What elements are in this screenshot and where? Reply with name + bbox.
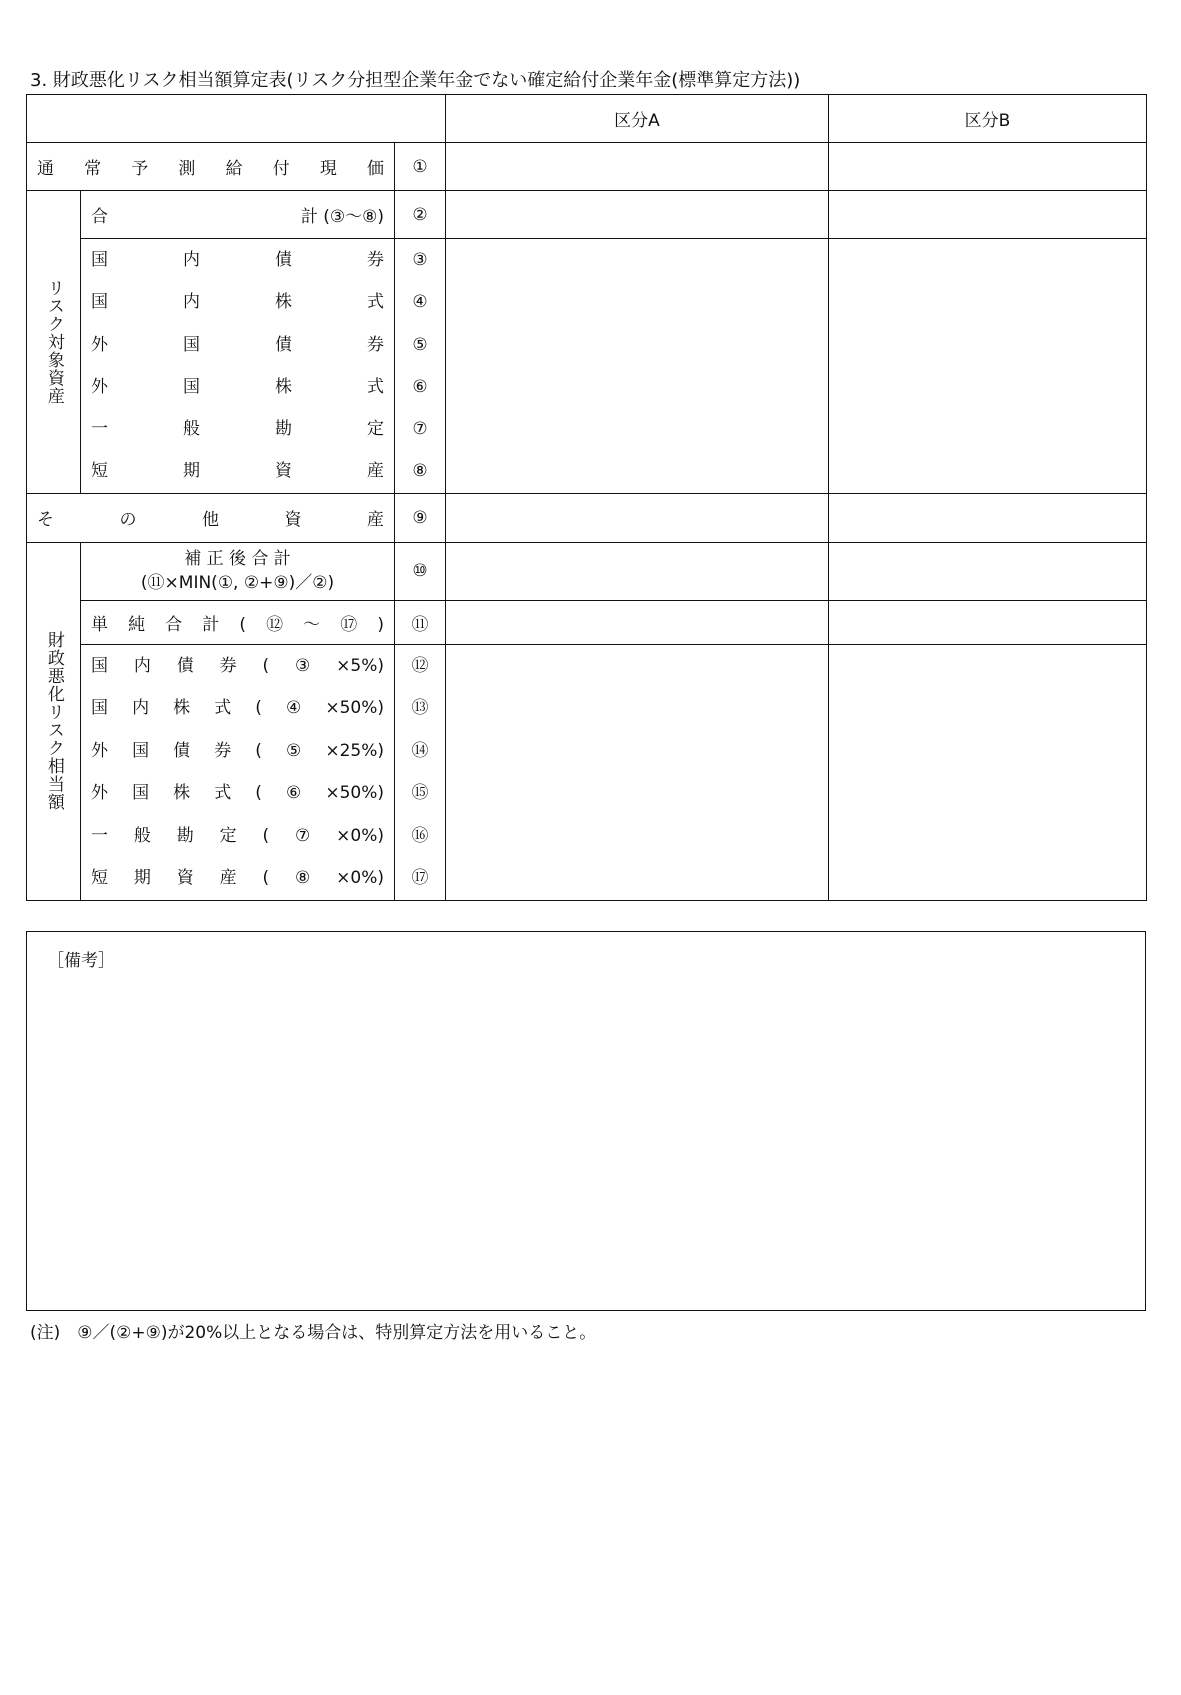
row-label: 外国債券 <box>91 334 384 355</box>
table-row <box>27 493 1147 542</box>
row-number: ⑤ <box>412 334 428 355</box>
table-row <box>27 143 1147 191</box>
row-label: 通常予測給付現価 <box>27 143 395 191</box>
row-label: 外国債券(⑤×25%) <box>91 740 384 761</box>
row-number: ⑰ <box>411 868 429 889</box>
row-number: ⑬ <box>411 698 429 719</box>
row-label: 国内株式 <box>91 292 384 313</box>
risk-assets-rows <box>27 239 1147 494</box>
value-cell-b[interactable] <box>829 493 1147 542</box>
row-number: ⑥ <box>412 376 428 397</box>
row-label: 国内債券(③×5%) <box>91 655 384 676</box>
row-number: ⑭ <box>411 740 429 761</box>
row-label: 国内債券 <box>91 250 384 270</box>
row-number: ④ <box>412 292 428 313</box>
row-label: その他資産 <box>27 493 395 542</box>
value-cell-a[interactable] <box>446 644 829 900</box>
fiscal-risk-group-label: 財政悪化リスク相当額 <box>27 542 81 900</box>
row-number: ⑫ <box>411 655 429 676</box>
fiscal-items-rows <box>27 644 1147 900</box>
row-number: ③ <box>412 250 428 270</box>
row-number: ⑯ <box>411 825 429 846</box>
table-row <box>27 191 1147 239</box>
row-label: 短期資産 <box>91 461 384 482</box>
row-label: 一般勘定(⑦×0%) <box>91 825 384 846</box>
row-number: ⑮ <box>411 783 429 804</box>
risk-calculation-table <box>26 94 1147 901</box>
header-col-b: 区分B <box>829 95 1147 143</box>
row-label: 外国株式(⑥×50%) <box>91 783 384 804</box>
remarks-box[interactable] <box>26 931 1146 1311</box>
row-number: ⑨ <box>395 493 446 542</box>
value-cell-b[interactable] <box>829 600 1147 644</box>
value-cell-a[interactable] <box>446 493 829 542</box>
remarks-label: ［備考］ <box>47 951 115 971</box>
header-row <box>27 95 1147 143</box>
value-cell-b[interactable] <box>829 239 1147 494</box>
table-row <box>27 600 1147 644</box>
row-number: ① <box>395 143 446 191</box>
row-label: 短期資産(⑧×0%) <box>91 868 384 889</box>
row-label-line2: (⑪×MIN(①, ②+⑨)／②) <box>140 573 335 594</box>
value-cell-b[interactable] <box>829 542 1147 600</box>
value-cell-a[interactable] <box>446 542 829 600</box>
page-title: 3. 財政悪化リスク相当額算定表(リスク分担型企業年金でない確定給付企業年金(標準算定方法)) <box>30 70 801 91</box>
row-number: ⑩ <box>395 542 446 600</box>
footnote: (注) ⑨／(②+⑨)が20%以上となる場合は、特別算定方法を用いること。 <box>30 1323 597 1343</box>
value-cell-b[interactable] <box>829 644 1147 900</box>
risk-assets-group-label: リスク対象資産 <box>27 191 81 494</box>
row-label: 国内株式(④×50%) <box>91 698 384 719</box>
value-cell-a[interactable] <box>446 239 829 494</box>
row-label: 単純合計(⑫～⑰) <box>81 600 395 644</box>
row-label-right: 計 (③～⑧) <box>300 207 384 227</box>
value-cell-a[interactable] <box>446 191 829 239</box>
row-number: ⑧ <box>412 461 428 482</box>
row-label-left: 合 <box>91 207 108 227</box>
row-number: ② <box>395 191 446 239</box>
row-label: 一般勘定 <box>91 419 384 440</box>
value-cell-a[interactable] <box>446 143 829 191</box>
value-cell-a[interactable] <box>446 600 829 644</box>
value-cell-b[interactable] <box>829 191 1147 239</box>
row-number: ⑦ <box>412 419 428 440</box>
header-blank <box>27 95 446 143</box>
value-cell-b[interactable] <box>829 143 1147 191</box>
header-col-a: 区分A <box>446 95 829 143</box>
row-label: 外国株式 <box>91 376 384 397</box>
table-row <box>27 542 1147 600</box>
row-label-line1: 補 正 後 合 計 <box>184 549 291 570</box>
row-number: ⑪ <box>395 600 446 644</box>
